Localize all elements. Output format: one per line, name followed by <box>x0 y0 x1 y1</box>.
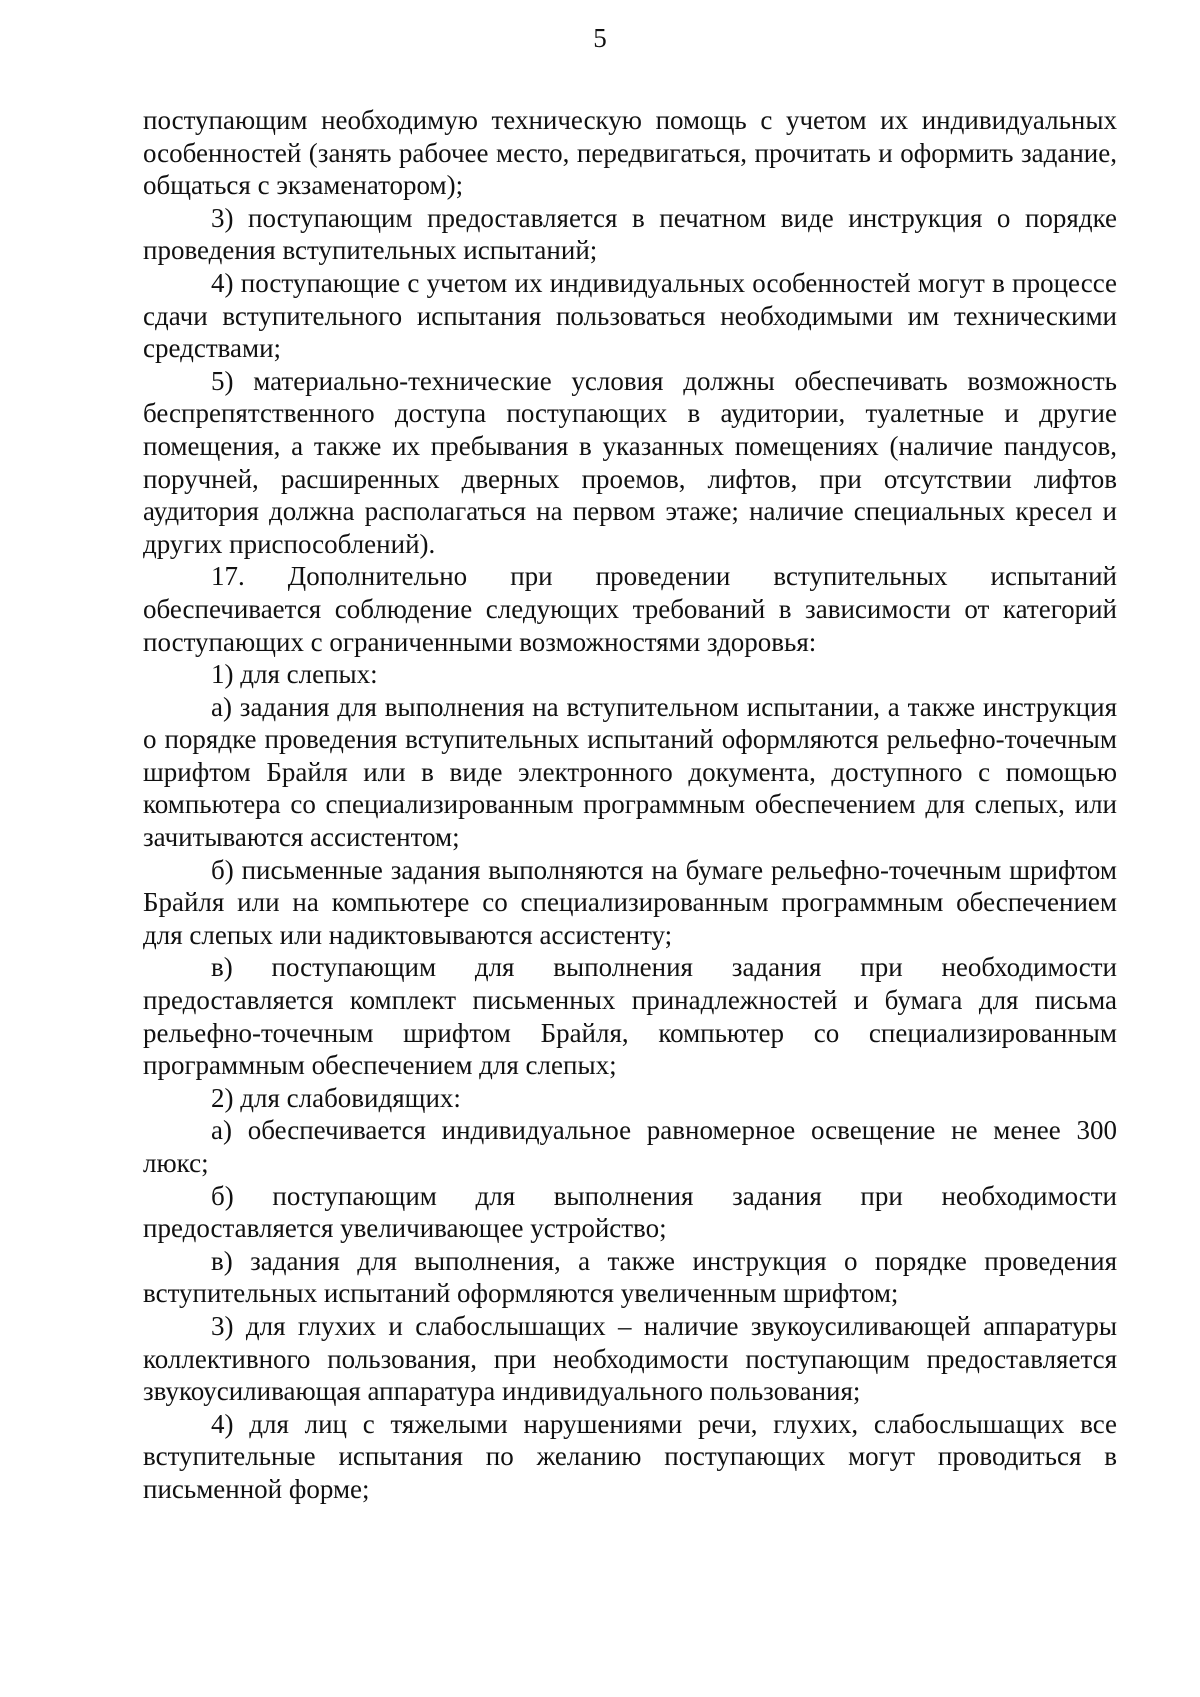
paragraph-low-vision-v: в) задания для выполнения, а также инструкция о порядке проведения вступительных испытаний оформляются увеличенным шрифтом; <box>143 1245 1117 1309</box>
paragraph-blind-b: б) письменные задания выполняются на бумаге рельефно-точечным шрифтом Брайля или на компьютере со специализированным программным обеспечением для слепых или надиктовываются ассистенту; <box>143 854 1117 950</box>
paragraph-item-speech: 4) для лиц с тяжелыми нарушениями речи, глухих, слабослышащих все вступительные испытания по желанию поступающих могут проводиться в письменной форме; <box>143 1408 1117 1504</box>
page-number: 5 <box>593 23 607 53</box>
paragraph-section-17: 17. Дополнительно при проведении вступительных испытаний обеспечивается соблюдение следующих требований в зависимости от категорий поступающих с ограниченными возможностями здоровья: <box>143 561 1117 657</box>
paragraph-item-5: 5) материально-технические условия должны обеспечивать возможность беспрепятственного доступа поступающих в аудитории, туалетные и другие помещения, а также их пребывания в указанных помещениях (наличие пандусов, поручней, расширенных дверных проемов, лифтов, при отсутствии лифтов аудитория должна располагаться на первом этаже; наличие специальных кресел и других приспособлений). <box>143 365 1117 559</box>
paragraph-low-vision-a: а) обеспечивается индивидуальное равномерное освещение не менее 300 люкс; <box>143 1115 1117 1178</box>
paragraph-subheading-low-vision: 2) для слабовидящих: <box>211 1082 461 1113</box>
paragraph-blind-v: в) поступающим для выполнения задания при необходимости предоставляется комплект письменных принадлежностей и бумага для письма рельефно-точечным шрифтом Брайля, компьютер со специализированным программным обеспечением для слепых; <box>143 952 1117 1081</box>
paragraph-item-4: 4) поступающие с учетом их индивидуальных особенностей могут в процессе сдачи вступительного испытания пользоваться необходимыми им техническими средствами; <box>143 267 1117 364</box>
paragraph-continuation: поступающим необходимую техническую помощь с учетом их индивидуальных особенностей (занять рабочее место, передвигаться, прочитать и оформить задание, общаться с экзаменатором); <box>143 105 1117 201</box>
paragraph-blind-a: а) задания для выполнения на вступительном испытании, а также инструкция о порядке проведения вступительных испытаний оформляются рельефно-точечным шрифтом Брайля или в виде электронного документа, доступного с помощью компьютера со специализированным программным обеспечением для слепых, или зачитываются ассистентом; <box>143 691 1117 853</box>
paragraph-item-3: 3) поступающим предоставляется в печатном виде инструкция о порядке проведения вступительных испытаний; <box>143 202 1117 266</box>
document-body <box>143 104 1117 1506</box>
paragraph-subheading-blind: 1) для слепых: <box>211 659 378 690</box>
paragraph-item-deaf: 3) для глухих и слабослышащих – наличие звукоусиливающей аппаратуры коллективного пользования, при необходимости поступающим предоставляется звукоусиливающая аппаратура индивидуального пользования; <box>143 1310 1117 1407</box>
paragraph-low-vision-b: б) поступающим для выполнения задания при необходимости предоставляется увеличивающее устройство; <box>143 1180 1117 1244</box>
